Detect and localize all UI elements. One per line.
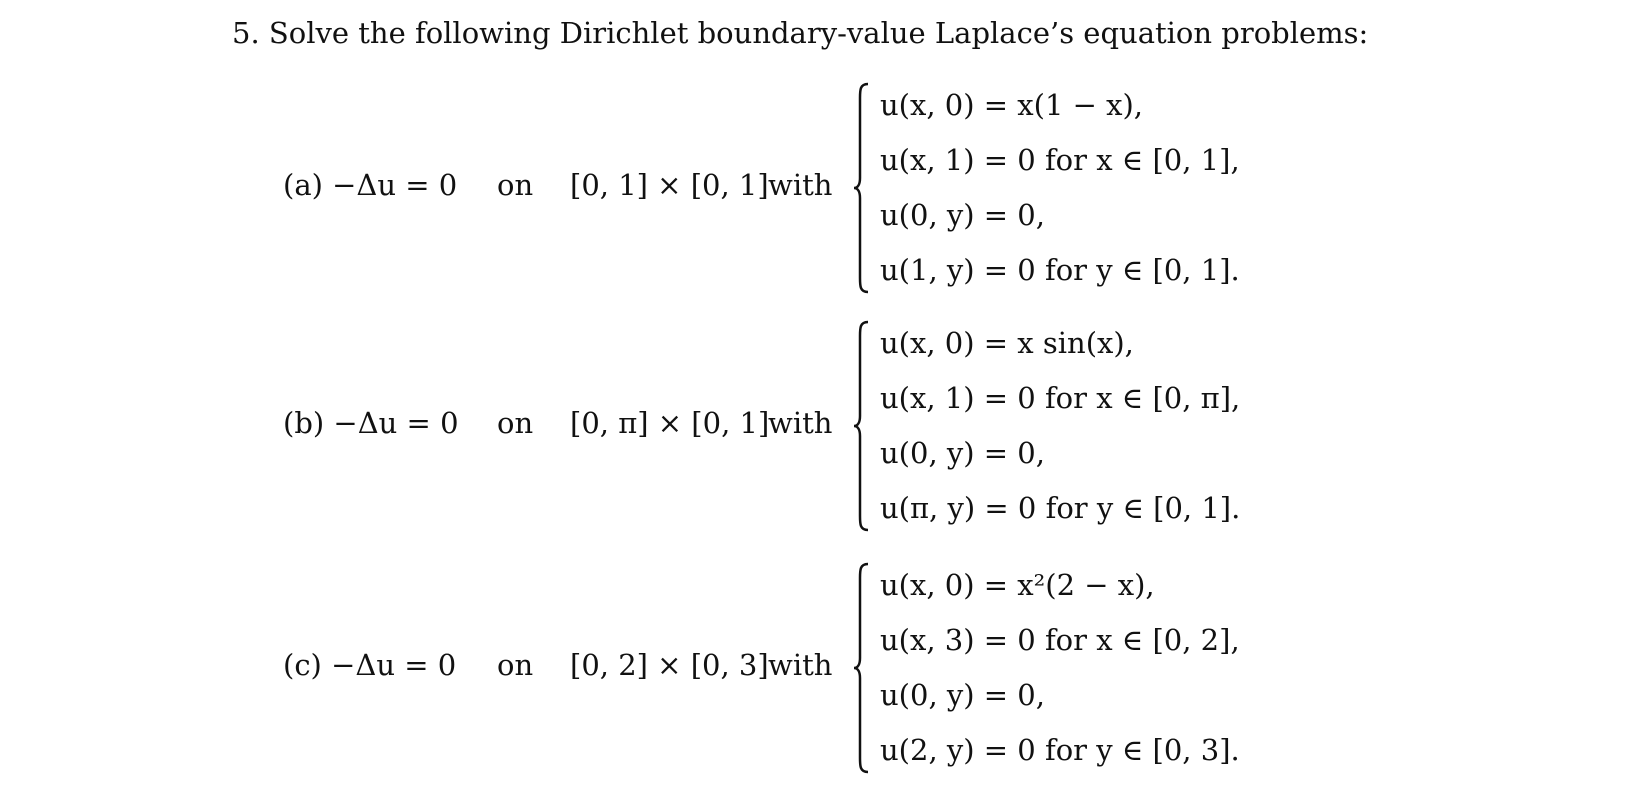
problem-c-equation: (c) −Δu = 0 [283,648,457,682]
problem-b-condition-3: u(0, y) = 0, [880,436,1045,470]
problem-a-condition-2: u(x, 1) = 0 for x ∈ [0, 1], [880,143,1240,177]
problem-b-brace [852,320,870,532]
problem-a-on: on [497,168,534,202]
problem-b-condition-2: u(x, 1) = 0 for x ∈ [0, π], [880,381,1241,415]
problem-c-condition-1: u(x, 0) = x²(2 − x), [880,568,1155,602]
problem-a-with: with [768,168,833,202]
problem-c-condition-2: u(x, 3) = 0 for x ∈ [0, 2], [880,623,1240,657]
problem-b-with: with [768,406,833,440]
problem-a-condition-3: u(0, y) = 0, [880,198,1045,232]
problem-b-condition-4: u(π, y) = 0 for y ∈ [0, 1]. [880,491,1241,525]
problem-a-condition-4: u(1, y) = 0 for y ∈ [0, 1]. [880,253,1240,287]
problem-b-equation: (b) −Δu = 0 [283,406,459,440]
problem-c-with: with [768,648,833,682]
problem-heading: 5. Solve the following Dirichlet boundary-value Laplace’s equation problems: [232,16,1369,50]
problem-c-domain: [0, 2] × [0, 3] [570,648,769,682]
problem-c-condition-4: u(2, y) = 0 for y ∈ [0, 3]. [880,733,1240,767]
problem-b-domain: [0, π] × [0, 1] [570,406,770,440]
problem-b-on: on [497,406,534,440]
problem-c-brace [852,562,870,774]
problem-a-condition-1: u(x, 0) = x(1 − x), [880,88,1144,122]
problem-a-brace [852,82,870,294]
problem-c-condition-3: u(0, y) = 0, [880,678,1045,712]
problem-a-domain: [0, 1] × [0, 1] [570,168,769,202]
problem-b-condition-1: u(x, 0) = x sin(x), [880,326,1134,360]
problem-a-equation: (a) −Δu = 0 [283,168,458,202]
problem-c-on: on [497,648,534,682]
